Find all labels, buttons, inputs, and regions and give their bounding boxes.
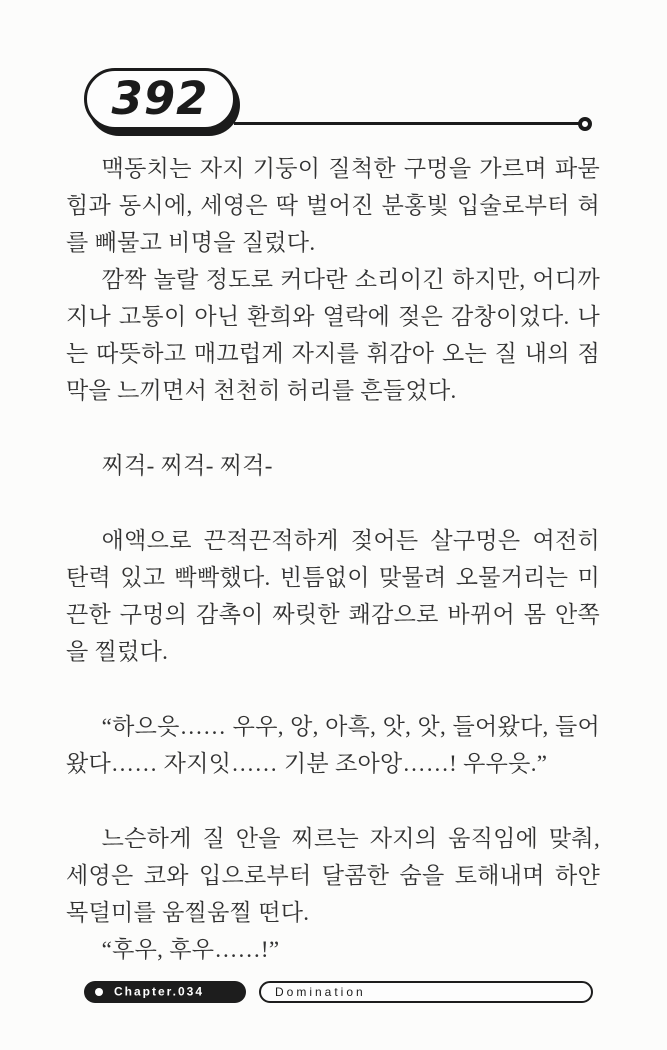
- chapter-label: Chapter.034: [114, 984, 205, 999]
- body-paragraph: 맥동치는 자지 기둥이 질척한 구멍을 가르며 파묻힘과 동시에, 세영은 딱 벌어진 분홍빛 입술로부터 혀를 빼물고 비명을 질렀다.: [66, 156, 600, 255]
- body-paragraph: 애액으로 끈적끈적하게 젖어든 살구멍은 여전히 탄력 있고 빡빡했다. 빈틈없이 맞물려 오물거리는 미끈한 구멍의 감촉이 짜릿한 쾌감으로 바뀌어 몸 안쪽을 찔렀다.: [66, 528, 600, 664]
- dialogue-line: “후우, 후우……!”: [101, 937, 280, 962]
- header-rule-line: [234, 122, 580, 125]
- series-title-badge: [259, 981, 593, 1003]
- chapter-badge: [84, 981, 246, 1003]
- body-paragraph: 느슨하게 질 안을 찌르는 자지의 움직임에 맞춰, 세영은 코와 입으로부터 달콤한 숨을 토해내며 하얀 목덜미를 움찔움찔 떤다.: [66, 826, 600, 925]
- page-number-badge: [84, 68, 236, 130]
- sfx-line: 찌걱- 찌걱- 찌걱-: [101, 453, 273, 478]
- body-paragraph: 깜짝 놀랄 정도로 커다란 소리이긴 하지만, 어디까지나 고통이 아닌 환희와 열락에 젖은 감창이었다. 나는 따뜻하고 매끄럽게 자지를 휘감아 오는 질 내의 점막을 느끼면서 천천히 허리를 흔들었다.: [66, 267, 600, 403]
- chapter-bullet-dot-icon: [95, 988, 103, 996]
- body-text-block: [66, 150, 600, 968]
- dialogue-line: “하으읏…… 우우, 앙, 아흑, 앗, 앗, 들어왔다, 들어왔다…… 자지잇…… 기분 조아앙……! 우우읏.”: [66, 714, 600, 776]
- line-end-ring-icon: [578, 117, 592, 131]
- series-title-label: Domination: [275, 985, 366, 999]
- page-number: 392: [111, 71, 209, 125]
- page-footer: [0, 981, 667, 1005]
